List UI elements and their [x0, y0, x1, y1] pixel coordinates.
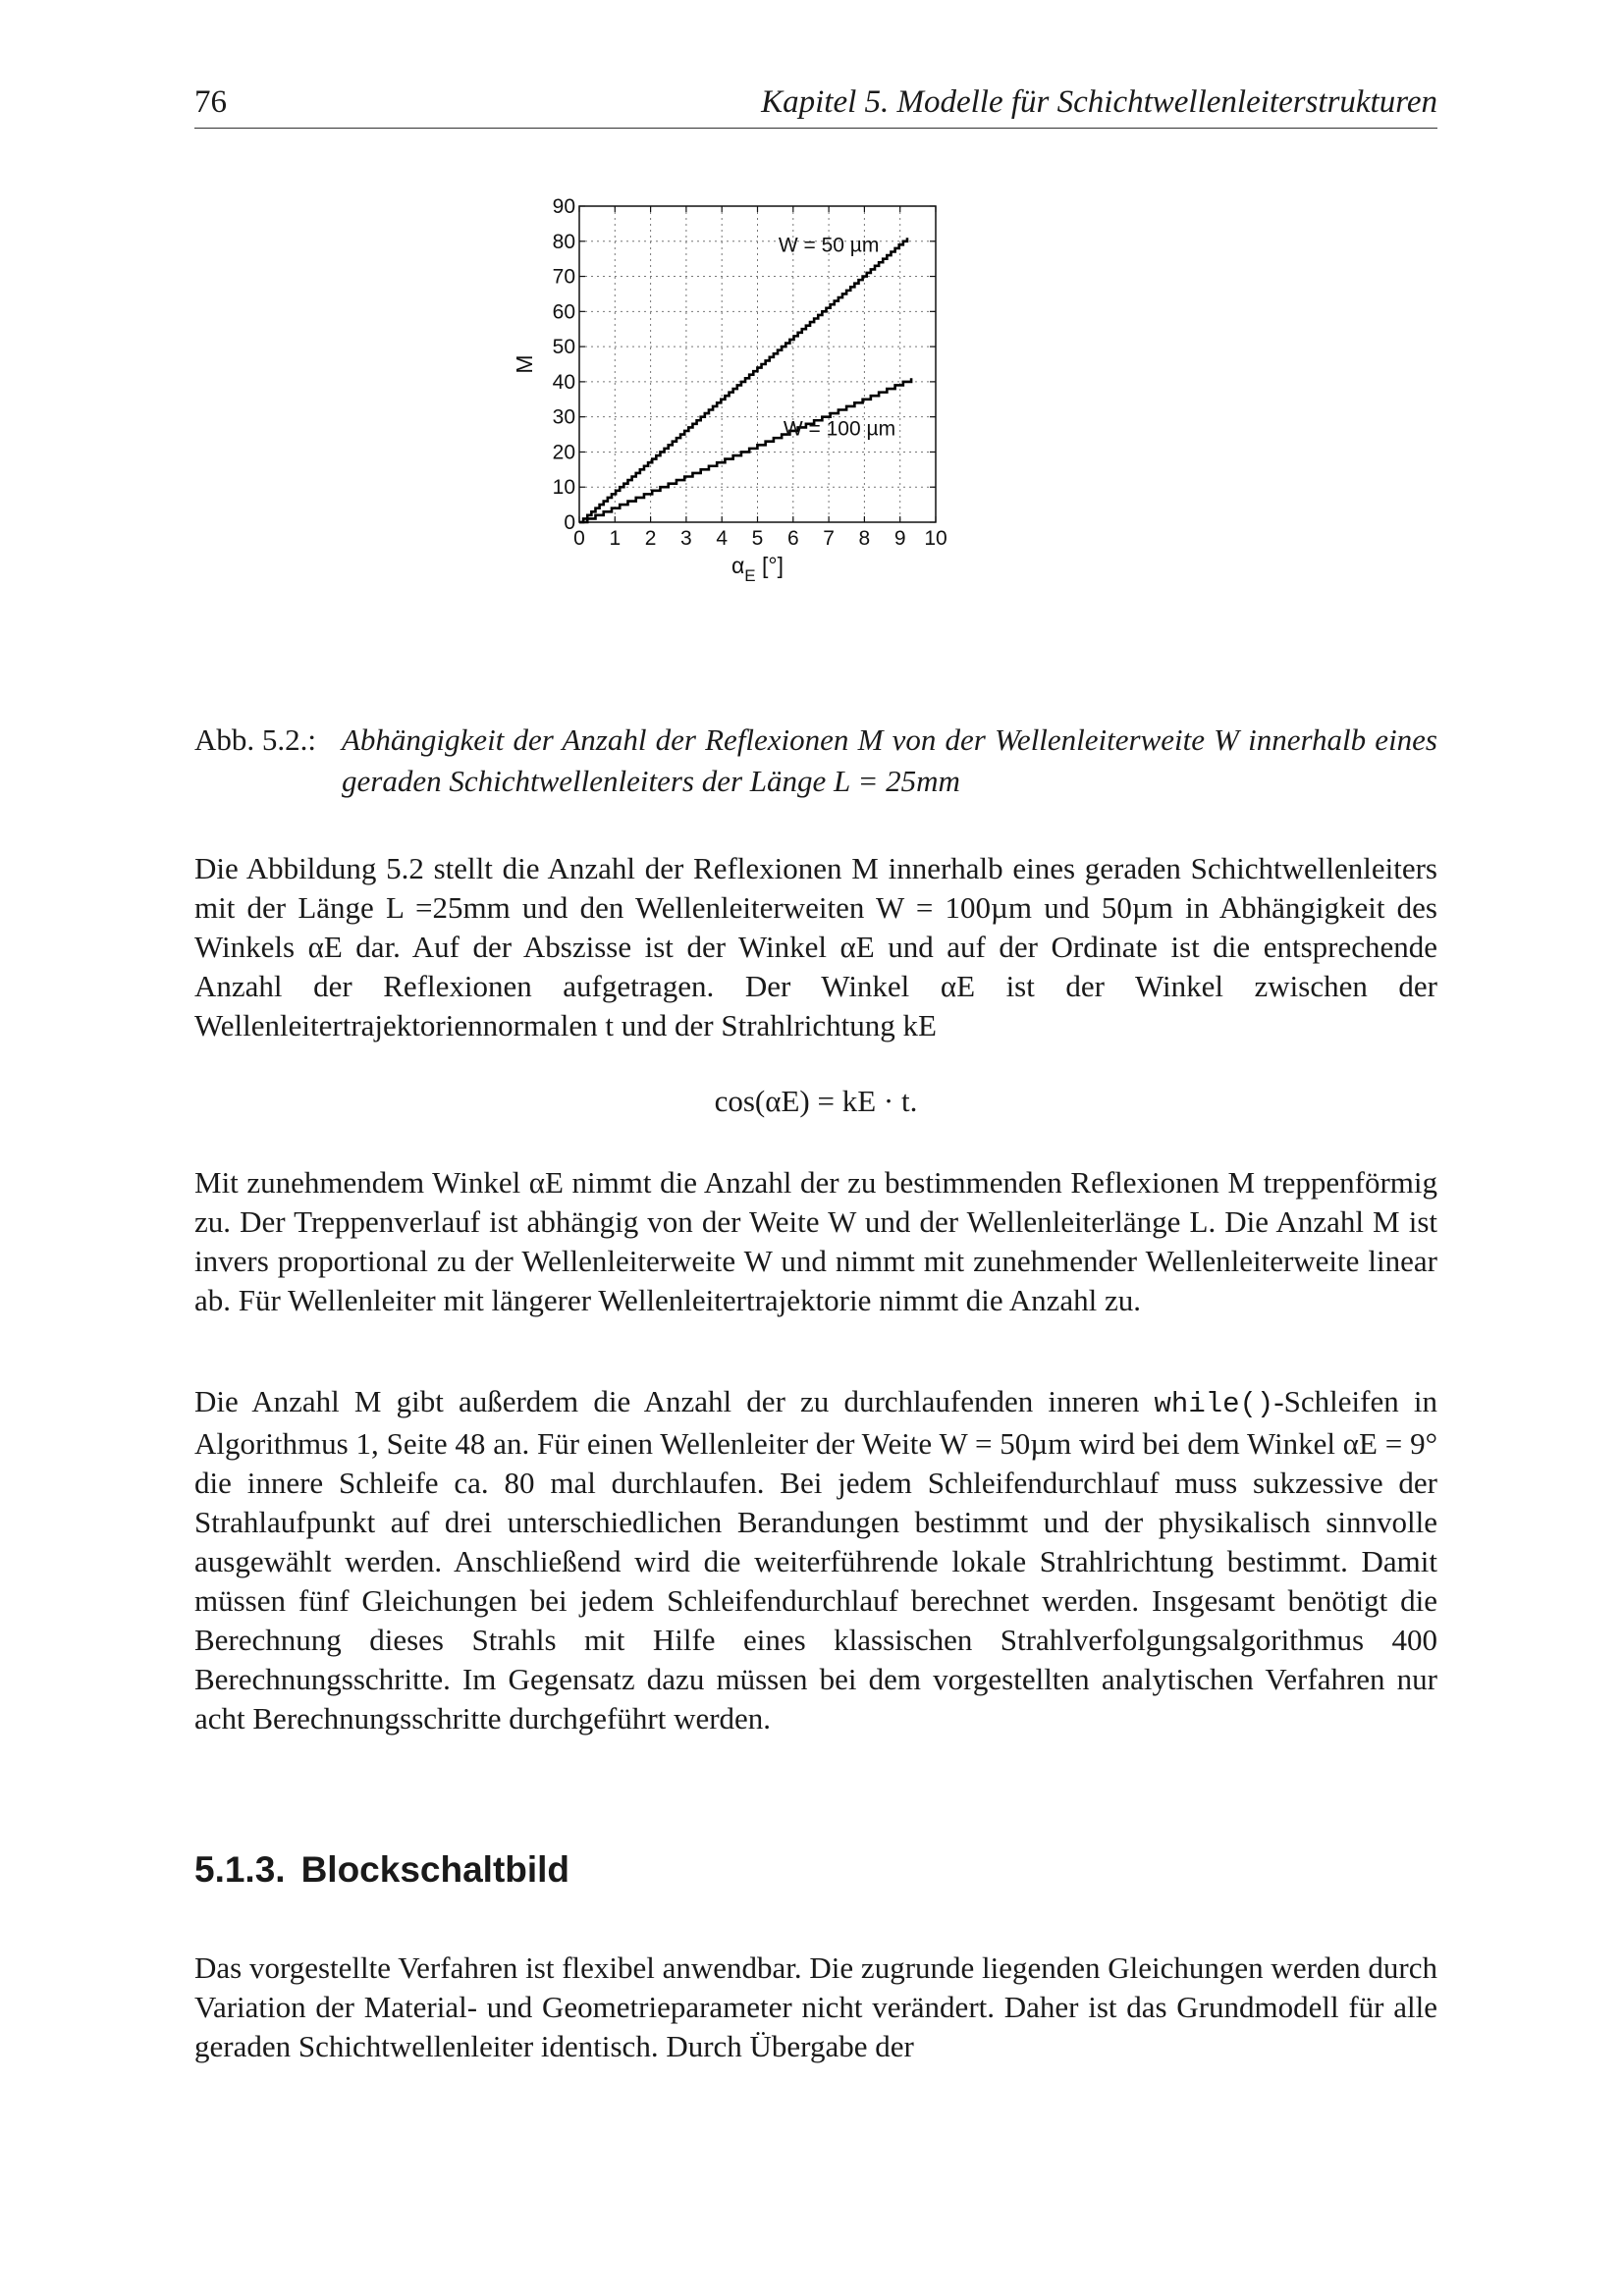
- y-tick-label: 40: [552, 370, 575, 394]
- x-tick-label: 3: [680, 527, 692, 550]
- y-axis-label: M: [512, 354, 537, 374]
- series-line-2: [579, 378, 911, 522]
- y-tick-label: 80: [552, 230, 575, 253]
- paragraph-2: Mit zunehmendem Winkel αE nimmt die Anzahl der zu bestimmenden Reflexionen M treppenförmig zu. Der Treppenverlauf ist abhängig von der Weite W und der Wellenleiterlänge L. Die Anzahl M ist invers proportional zu der Wellenleiterweite W und nimmt mit zunehmender Wellenleiterweite linear ab. Für Wellenleiter mit längerer Wellenleitertrajektorie nimmt die Anzahl zu.: [194, 1165, 1437, 1317]
- figure-chart: [489, 191, 1137, 692]
- x-tick-label: 2: [644, 527, 657, 550]
- page-number: 76: [194, 84, 227, 120]
- figure-label: Abb. 5.2.:: [194, 722, 316, 757]
- section-heading: [194, 1847, 569, 1893]
- y-tick-label: 20: [552, 441, 575, 464]
- chapter-title: Kapitel 5. Modelle für Schichtwellenleiterstrukturen: [761, 84, 1437, 120]
- y-tick-label: 70: [552, 265, 575, 289]
- figure-caption-text: Abhängigkeit der Anzahl der Reflexionen M von der Wellenleiterweite W innerhalb eines geraden Schichtwellenleiters der Länge L = 25mm: [342, 722, 1437, 798]
- equation: cos(αE) = kE · t.: [714, 1084, 918, 1118]
- x-tick-label: 9: [893, 527, 906, 550]
- x-tick-label: 8: [858, 527, 871, 550]
- y-tick-label: 30: [552, 405, 575, 429]
- chart-svg: [489, 191, 1137, 692]
- running-header: [194, 82, 1437, 129]
- section-title: Blockschaltbild: [300, 1849, 570, 1890]
- y-tick-label: 10: [552, 476, 575, 500]
- x-axis-label: $\alpha_E$ [°]: [730, 553, 784, 585]
- paragraph-4: Das vorgestellte Verfahren ist flexibel anwendbar. Die zugrunde liegenden Gleichungen werden durch Variation der Material- und Geometrieparameter nicht verändert. Daher ist das Grundmodell für alle geraden Schichtwellenleiter identisch. Durch Übergabe der: [194, 1950, 1437, 2063]
- x-tick-label: 10: [924, 527, 947, 550]
- series-annotation-1: W = 50 µm: [778, 234, 880, 257]
- series-line-1: [579, 238, 907, 522]
- code-while: while(): [1154, 1388, 1274, 1420]
- y-tick-label: 50: [552, 336, 575, 359]
- y-tick-label: 60: [552, 300, 575, 324]
- y-tick-label: 0: [564, 511, 575, 534]
- x-tick-label: 0: [573, 527, 585, 550]
- section-number: 5.1.3.: [194, 1849, 286, 1890]
- y-tick-label: 90: [552, 195, 575, 218]
- figure-caption: [194, 720, 1437, 802]
- paragraph-3: Die Anzahl M gibt außerdem die Anzahl der zu durchlaufenden inneren while()-Schleifen in Algorithmus 1, Seite 48 an. Für einen Wellenleiter der Weite W = 50µm wird bei dem Winkel αE = 9° die innere Schleife ca. 80 mal durchlaufen. Bei jedem Schleifendurchlauf muss sukzessive der Strahlaufpunkt auf drei unterschiedlichen Berandungen bestimmt und der physikalisch sinnvolle ausgewählt werden. Anschließend wird die weiterführende lokale Strahlrichtung bestimmt. Damit müssen fünf Gleichungen bei jedem Schleifendurchlauf berechnet werden. Insgesamt benötigt die Berechnung dieses Strahls mit Hilfe eines klassischen Strahlverfolgungsalgorithmus 400 Berechnungsschritte. Im Gegensatz dazu müssen bei dem vorgestellten analytischen Verfahren nur acht Berechnungsschritte durchgeführt werden.: [194, 1384, 1437, 1735]
- x-tick-label: 6: [786, 527, 799, 550]
- x-tick-label: 7: [823, 527, 835, 550]
- x-tick-label: 4: [716, 527, 729, 550]
- x-tick-label: 1: [609, 527, 622, 550]
- series-annotation-2: W = 100 µm: [783, 417, 896, 441]
- paragraph-1: Die Abbildung 5.2 stellt die Anzahl der Reflexionen M innerhalb eines geraden Schichtwellenleiters mit der Länge L =25mm und den Wellenleiterweiten W = 100µm und 50µm in Abhängigkeit des Winkels αE dar. Auf der Abszisse ist der Winkel αE und auf der Ordinate ist die entsprechende Anzahl der Reflexionen aufgetragen. Der Winkel αE ist der Winkel zwischen der Wellenleitertrajektoriennormalen t und der Strahlrichtung kE: [194, 851, 1437, 1042]
- x-tick-label: 5: [751, 527, 764, 550]
